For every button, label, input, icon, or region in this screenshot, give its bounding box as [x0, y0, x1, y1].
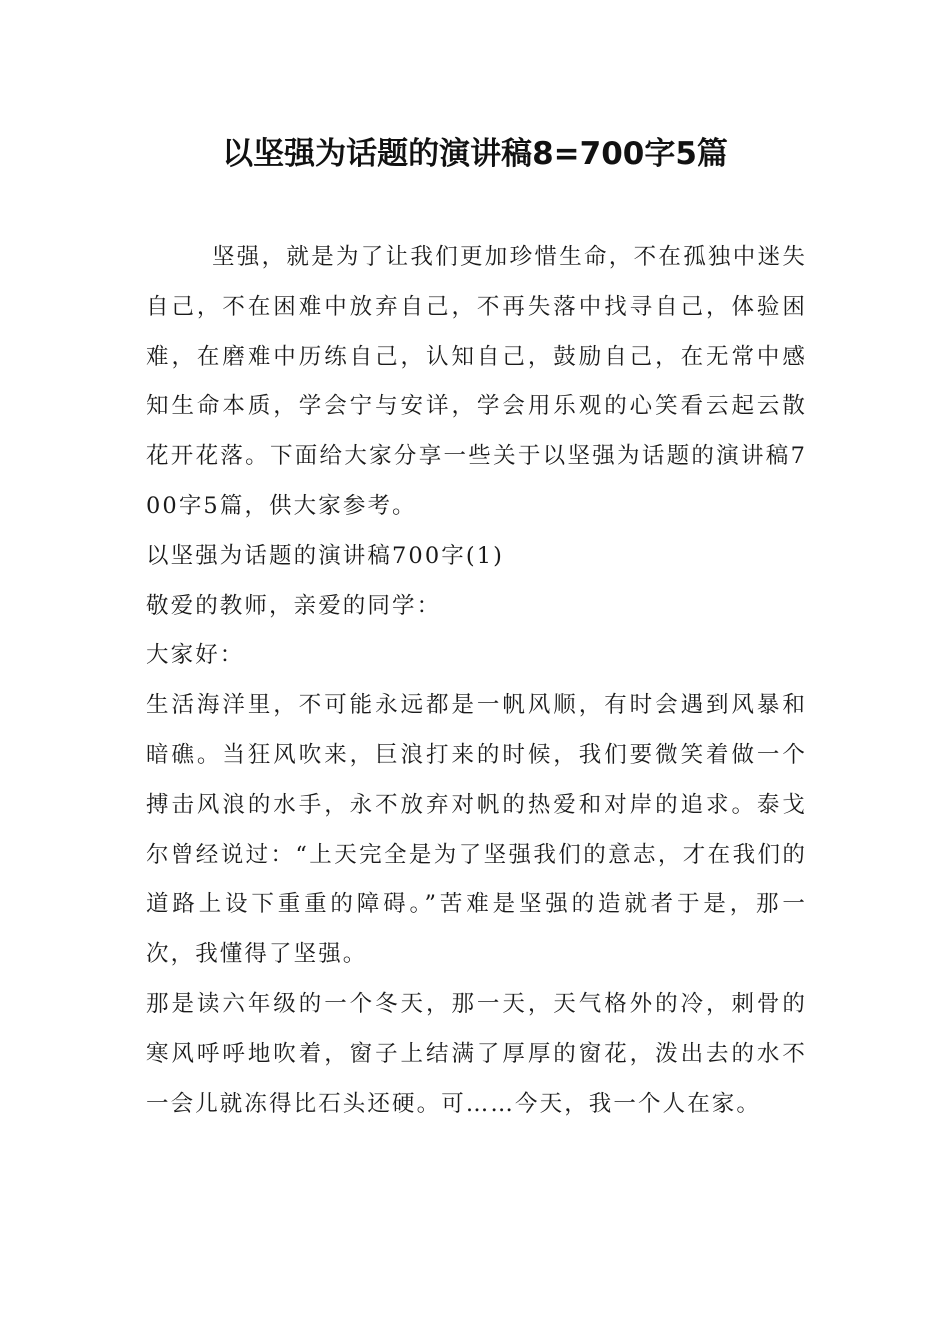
body-paragraph: 生活海洋里，不可能永远都是一帆风顺，有时会遇到风暴和暗礁。当狂风吹来，巨浪打来的时候，我们要微笑着做一个搏击风浪的水手，永不放弃对帆的热爱和对岸的追求。泰戈尔曾经说过：“上天完全是为了坚强我们的意志，才在我们的道路上设下重重的障碍。”苦难是坚强的造就者于是，那一次，我懂得了坚强。	[146, 692, 807, 968]
greeting: 大家好：	[146, 642, 245, 669]
intro-paragraph: 坚强，就是为了让我们更加珍惜生命，不在孤独中迷失自己，不在困难中放弃自己，不再失落中找寻自己，体验困难，在磨难中历练自己，认知自己，鼓励自己，在无常中感知生命本质，学会宁与安详，学会用乐观的心笑看云起云散花开花落。下面给大家分享一些关于以坚强为话题的演讲稿700字5篇，供大家参考。	[146, 244, 807, 519]
section-heading: 以坚强为话题的演讲稿700字(1)	[146, 542, 505, 569]
body-paragraph: 那是读六年级的一个冬天，那一天，天气格外的冷，刺骨的寒风呼呼地吹着，窗子上结满了厚厚的窗花，泼出去的水不一会儿就冻得比石头还硬。可……今天，我一个人在家。	[146, 990, 807, 1117]
document-title: 以坚强为话题的演讲稿8=700字5篇	[222, 136, 728, 172]
salutation: 敬爱的教师，亲爱的同学：	[146, 592, 442, 619]
document-body	[146, 233, 807, 1129]
